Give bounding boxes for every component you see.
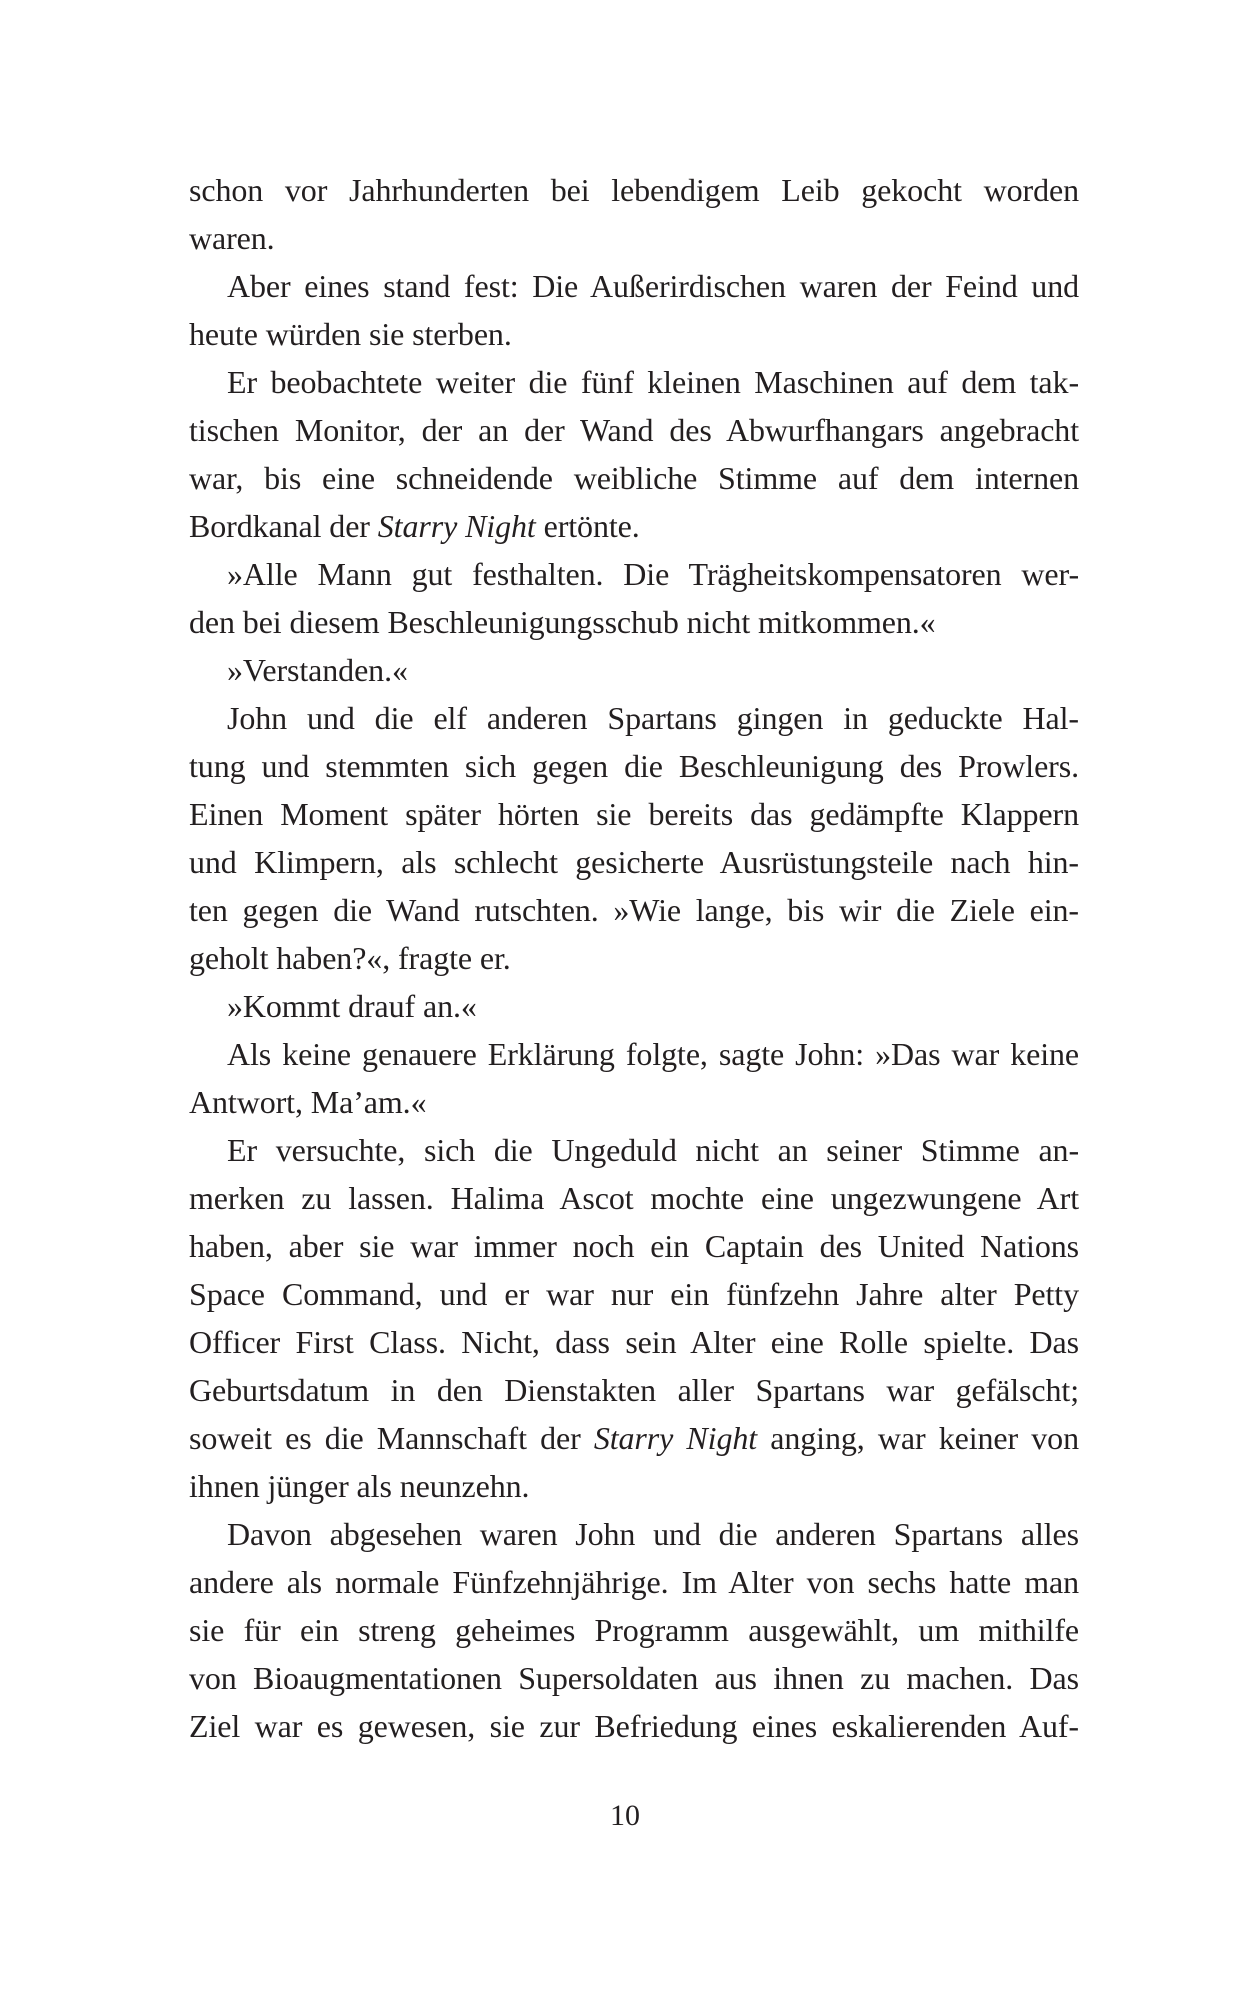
text-run: Aber eines stand fest: Die Außerirdischen waren der Feind und: [227, 268, 1079, 304]
text-run: schon vor Jahrhunderten bei lebendigem Leib gekocht worden: [189, 172, 1079, 208]
text-run: Officer First Class. Nicht, dass sein Alter eine Rolle spielte. Das: [189, 1324, 1079, 1360]
text-run: geholt haben?«, fragte er.: [189, 940, 511, 976]
text-line: [189, 262, 1079, 310]
text-line: [189, 790, 1079, 838]
text-run: John und die elf anderen Spartans gingen in geduckte Hal-: [227, 700, 1079, 736]
text-run: heute würden sie sterben.: [189, 316, 512, 352]
text-line: [189, 1558, 1079, 1606]
text-run: Space Command, und er war nur ein fünfzehn Jahre alter Petty: [189, 1276, 1079, 1312]
text-run: Einen Moment später hörten sie bereits das gedämpfte Klappern: [189, 796, 1079, 832]
text-line: [189, 838, 1079, 886]
text-line: [189, 1078, 1079, 1126]
text-line: [189, 1174, 1079, 1222]
text-run: merken zu lassen. Halima Ascot mochte eine ungezwungene Art: [189, 1180, 1079, 1216]
text-run: Geburtsdatum in den Dienstakten aller Spartans war gefälscht;: [189, 1372, 1079, 1408]
text-line: [189, 1270, 1079, 1318]
body-text: [189, 166, 1079, 1750]
italic-title: Starry Night: [593, 1420, 758, 1456]
text-line: [189, 1222, 1079, 1270]
text-run: soweit es die Mannschaft der: [189, 1420, 594, 1456]
text-run: war, bis eine schneidende weibliche Stimme auf dem internen: [189, 460, 1079, 496]
text-run: tischen Monitor, der an der Wand des Abwurfhangars angebracht: [189, 412, 1079, 448]
text-line: [189, 694, 1079, 742]
text-line: [189, 214, 1079, 262]
text-line: [189, 1462, 1079, 1510]
text-line: [189, 598, 1079, 646]
text-run: Als keine genauere Erklärung folgte, sagte John: »Das war keine: [227, 1036, 1079, 1072]
text-line: [189, 550, 1079, 598]
text-line: [189, 454, 1079, 502]
text-line: [189, 358, 1079, 406]
text-line: [189, 1318, 1079, 1366]
text-run: Bordkanal der: [189, 508, 378, 544]
text-run: von Bioaugmentationen Supersoldaten aus ihnen zu machen. Das: [189, 1660, 1079, 1696]
text-line: [189, 742, 1079, 790]
text-run: ten gegen die Wand rutschten. »Wie lange, bis wir die Ziele ein-: [189, 892, 1079, 928]
text-run: haben, aber sie war immer noch ein Captain des United Nations: [189, 1228, 1079, 1264]
text-run: andere als normale Fünfzehnjährige. Im Alter von sechs hatte man: [189, 1564, 1079, 1600]
text-line: [189, 1702, 1079, 1750]
text-line: [189, 1510, 1079, 1558]
text-run: Antwort, Ma’am.«: [189, 1084, 427, 1120]
text-run: anging, war keiner von: [757, 1420, 1079, 1456]
text-line: [189, 310, 1079, 358]
text-line: [189, 502, 1079, 550]
italic-title: Starry Night: [377, 508, 536, 544]
text-line: [189, 1366, 1079, 1414]
text-line: [189, 1654, 1079, 1702]
text-run: tung und stemmten sich gegen die Beschleunigung des Prowlers.: [189, 748, 1079, 784]
text-run: den bei diesem Beschleunigungsschub nicht mitkommen.«: [189, 604, 936, 640]
text-run: ertönte.: [535, 508, 640, 544]
text-run: ihnen jünger als neunzehn.: [189, 1468, 530, 1504]
text-run: Er beobachtete weiter die fünf kleinen Maschinen auf dem tak-: [227, 364, 1079, 400]
text-line: [189, 1414, 1079, 1462]
text-line: [189, 886, 1079, 934]
text-line: [189, 1126, 1079, 1174]
text-run: Ziel war es gewesen, sie zur Befriedung eines eskalierenden Auf-: [189, 1708, 1079, 1744]
text-line: [189, 934, 1079, 982]
text-line: [189, 982, 1079, 1030]
text-line: [189, 406, 1079, 454]
text-run: Er versuchte, sich die Ungeduld nicht an seiner Stimme an-: [227, 1132, 1079, 1168]
text-run: waren.: [189, 220, 275, 256]
page-number: 10: [610, 1799, 640, 1832]
text-run: »Alle Mann gut festhalten. Die Trägheitskompensatoren wer-: [227, 556, 1079, 592]
text-line: [189, 646, 1079, 694]
text-run: »Verstanden.«: [227, 652, 408, 688]
text-line: [189, 1606, 1079, 1654]
text-run: und Klimpern, als schlecht gesicherte Ausrüstungsteile nach hin-: [189, 844, 1079, 880]
text-run: sie für ein streng geheimes Programm ausgewählt, um mithilfe: [189, 1612, 1079, 1648]
text-line: [189, 1030, 1079, 1078]
text-run: Davon abgesehen waren John und die anderen Spartans alles: [227, 1516, 1079, 1552]
text-line: [189, 166, 1079, 214]
text-run: »Kommt drauf an.«: [227, 988, 477, 1024]
